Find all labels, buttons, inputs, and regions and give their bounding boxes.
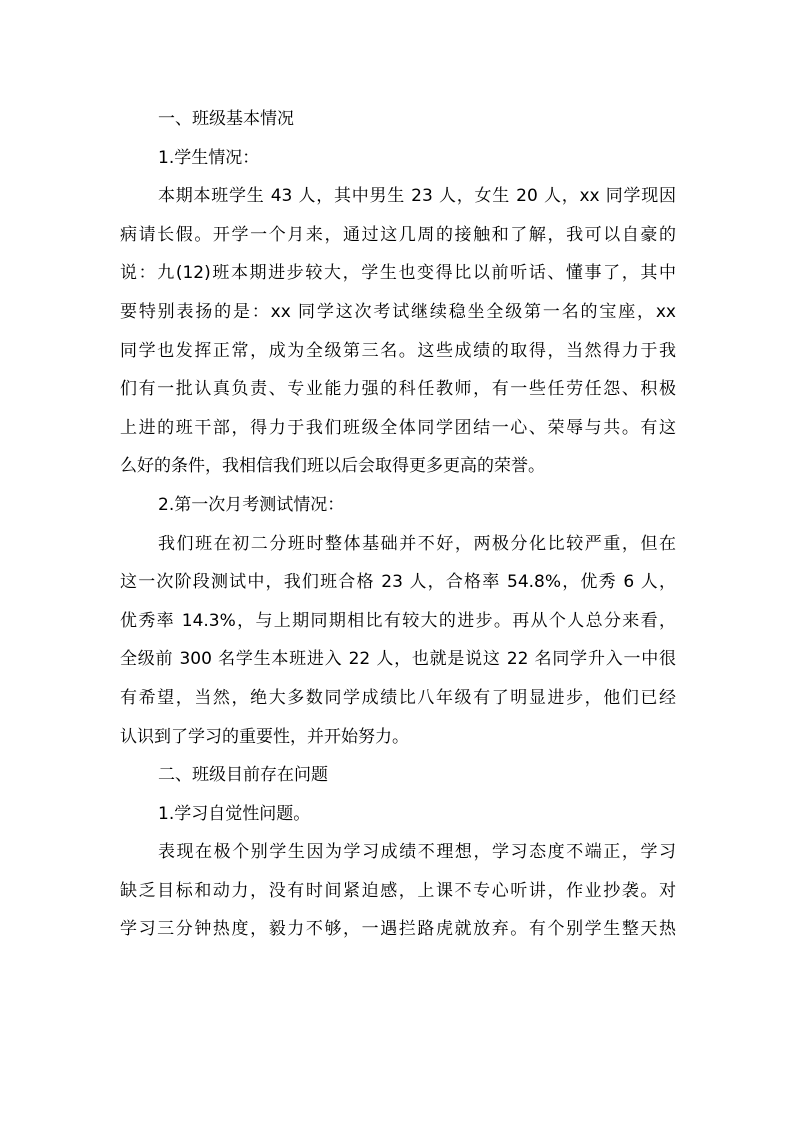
paragraph-line: 同学也发挥正常，成为全级第三名。这些成绩的取得，当然得力于我 (120, 340, 676, 361)
paragraph-line: 缺乏目标和动力，没有时间紧迫感，上课不专心听讲，作业抄袭。对 (120, 880, 676, 901)
paragraph-line: 么好的条件，我相信我们班以后会取得更多更高的荣誉。 (120, 456, 545, 477)
section-heading-current-problems: 二、班级目前存在问题 (158, 765, 328, 786)
paragraph-line: 要特别表扬的是：xx 同学这次考试继续稳坐全级第一名的宝座，xx (120, 301, 676, 322)
paragraph-line: 我们班在初二分班时整体基础并不好，两极分化比较严重，但在 (158, 533, 676, 554)
paragraph-line: 本期本班学生 43 人，其中男生 23 人，女生 20 人，xx 同学现因 (158, 186, 676, 207)
paragraph-line: 这一次阶段测试中，我们班合格 23 人，合格率 54.8%，优秀 6 人， (120, 572, 676, 593)
paragraph-line: 学习三分钟热度，毅力不够，一遇拦路虎就放弃。有个别学生整天热 (120, 919, 676, 940)
section-heading-class-basics: 一、班级基本情况 (158, 109, 294, 129)
paragraph-line: 有希望，当然，绝大多数同学成绩比八年级有了明显进步，他们已经 (120, 687, 676, 708)
paragraph-line: 们有一批认真负责、专业能力强的科任教师，有一些任劳任怨、积极 (120, 379, 676, 400)
subheading-study-self-discipline: 1.学习自觉性问题。 (158, 803, 311, 824)
paragraph-line: 上进的班干部，得力于我们班级全体同学团结一心、荣辱与共。有这 (120, 417, 676, 438)
paragraph-line: 表现在极个别学生因为学习成绩不理想，学习态度不端正，学习 (158, 842, 676, 863)
paragraph-line: 说：九(12)班本期进步较大，学生也变得比以前听话、懂事了，其中 (120, 263, 676, 284)
paragraph-line: 全级前 300 名学生本班进入 22 人，也就是说这 22 名同学升入一中很 (120, 649, 676, 670)
subheading-first-monthly-exam: 2.第一次月考测试情况： (158, 494, 345, 515)
subheading-student-situation: 1.学生情况： (158, 147, 260, 168)
paragraph-line: 认识到了学习的重要性，并开始努力。 (120, 726, 409, 747)
paragraph-line: 优秀率 14.3%，与上期同期相比有较大的进步。再从个人总分来看， (120, 610, 676, 631)
paragraph-line: 病请长假。开学一个月来，通过这几周的接触和了解，我可以自豪的 (120, 224, 676, 245)
